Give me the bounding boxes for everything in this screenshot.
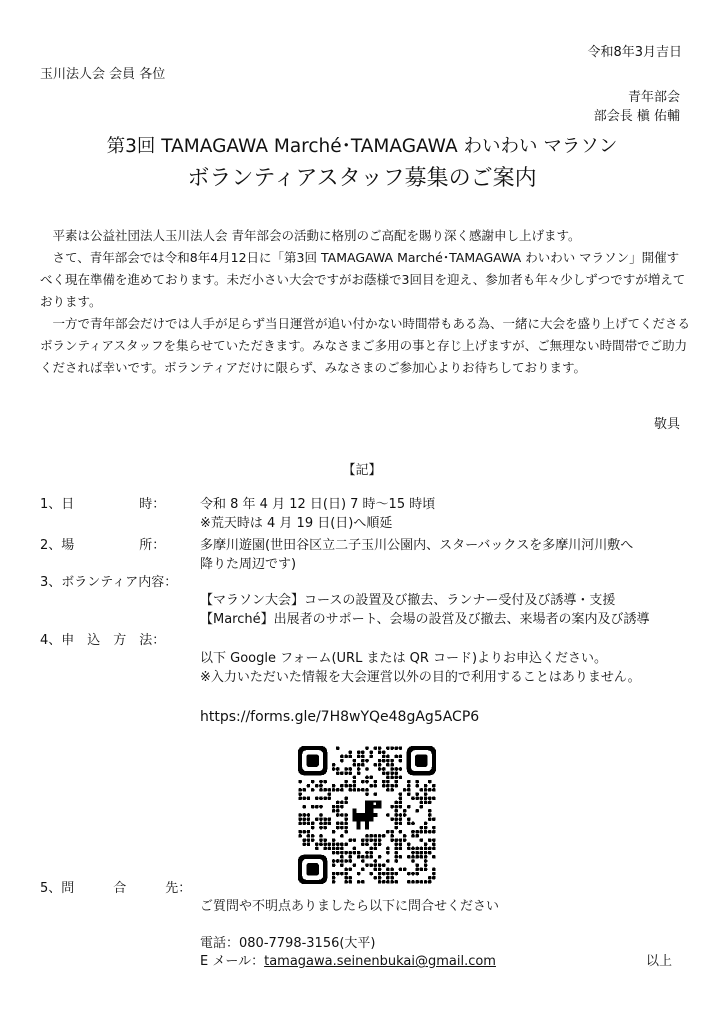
addressee: 玉川法人会 会員 各位: [40, 67, 166, 82]
place-value-line1: 多摩川遊園(世田谷区立二子玉川公園内、スターバックスを多摩川河川敷へ: [200, 538, 634, 553]
sender-name: 部会長 槇 佑輔: [593, 109, 680, 124]
document-date: 令和8年3月吉日: [587, 45, 682, 60]
form-url-link[interactable]: https://forms.gle/7H8wYQe48gAg5ACP6: [200, 709, 480, 725]
volunteer-marche: 【Marché】出展者のサポート、会場の設営及び撤去、来場者の案内及び誘導: [200, 612, 650, 627]
apply-instructions: 以下 Google フォーム(URL または QR コード)よりお申込ください。: [200, 651, 608, 666]
volunteer-marathon: 【マラソン大会】コースの設置及び撤去、ランナー受付及び誘導・支援: [200, 593, 616, 608]
contact-email-row: [200, 953, 496, 971]
paragraph-greeting: 平素は公益社団法人玉川法人会 青年部会の活動に格別のご高配を賜り深く感謝申し上げます。: [52, 228, 581, 243]
privacy-note: ※入力いただいた情報を大会運営以外の目的で利用することはありません。: [200, 670, 641, 685]
body-text: [40, 225, 690, 379]
closing-keigu: 敬具: [653, 417, 680, 432]
contact-label: 5、問 合 先：: [40, 881, 192, 896]
date-value: 令和 8 年 4 月 12 日(日) 7 時～15 時頃: [200, 497, 436, 512]
contact-intro: ご質問や不明点ありましたら以下に問合せください: [200, 899, 500, 914]
event-title: 第3回 TAMAGAWA Marché･TAMAGAWA わいわい マラソン: [106, 136, 618, 157]
email-link[interactable]: tamagawa.seinenbukai@gmail.com: [264, 954, 496, 969]
page-title: ボランティアスタッフ募集のご案内: [187, 166, 537, 191]
qr-code-icon[interactable]: [298, 746, 436, 884]
volunteer-label: 3、ボランティア内容：: [40, 575, 178, 590]
place-label: 2、場 所：: [40, 538, 166, 553]
sender-org: 青年部会: [627, 90, 680, 105]
place-value-line2: 降りた周辺です): [200, 557, 297, 572]
paragraph-request: 一方で青年部会だけでは人手が足らず当日運営が追い付かない時間帯もある為、一緒に大会を盛り上げてくださるボランティアスタッフを集らせていただきます。みなさまご多用の事と存じ上げますが、ご無理ない時間帯でご助力くだされば幸いです。ボランティアだけに限らず、みなさまのご参加心よりお待ちしております。: [40, 316, 691, 375]
email-prefix: E メール：: [200, 954, 265, 969]
apply-label: 4、申 込 方 法：: [40, 633, 166, 648]
end-mark: 以上: [645, 954, 672, 969]
paragraph-event: さて、青年部会では令和8年4月12日に「第3回 TAMAGAWA Marché･TAMAGAWA わいわい マラソン」開催すべく現在準備を進めております。未だ小さい大会ですがお蔭様で3回目を迎え、参加者も年々少しずつですが増えております。: [40, 250, 686, 309]
ki-heading: 【記】: [342, 463, 382, 478]
date-note: ※荒天時は 4 月 19 日(日)へ順延: [200, 516, 393, 531]
contact-phone: 電話：080-7798-3156(大平): [200, 936, 376, 951]
date-label: 1、日 時：: [40, 497, 166, 512]
